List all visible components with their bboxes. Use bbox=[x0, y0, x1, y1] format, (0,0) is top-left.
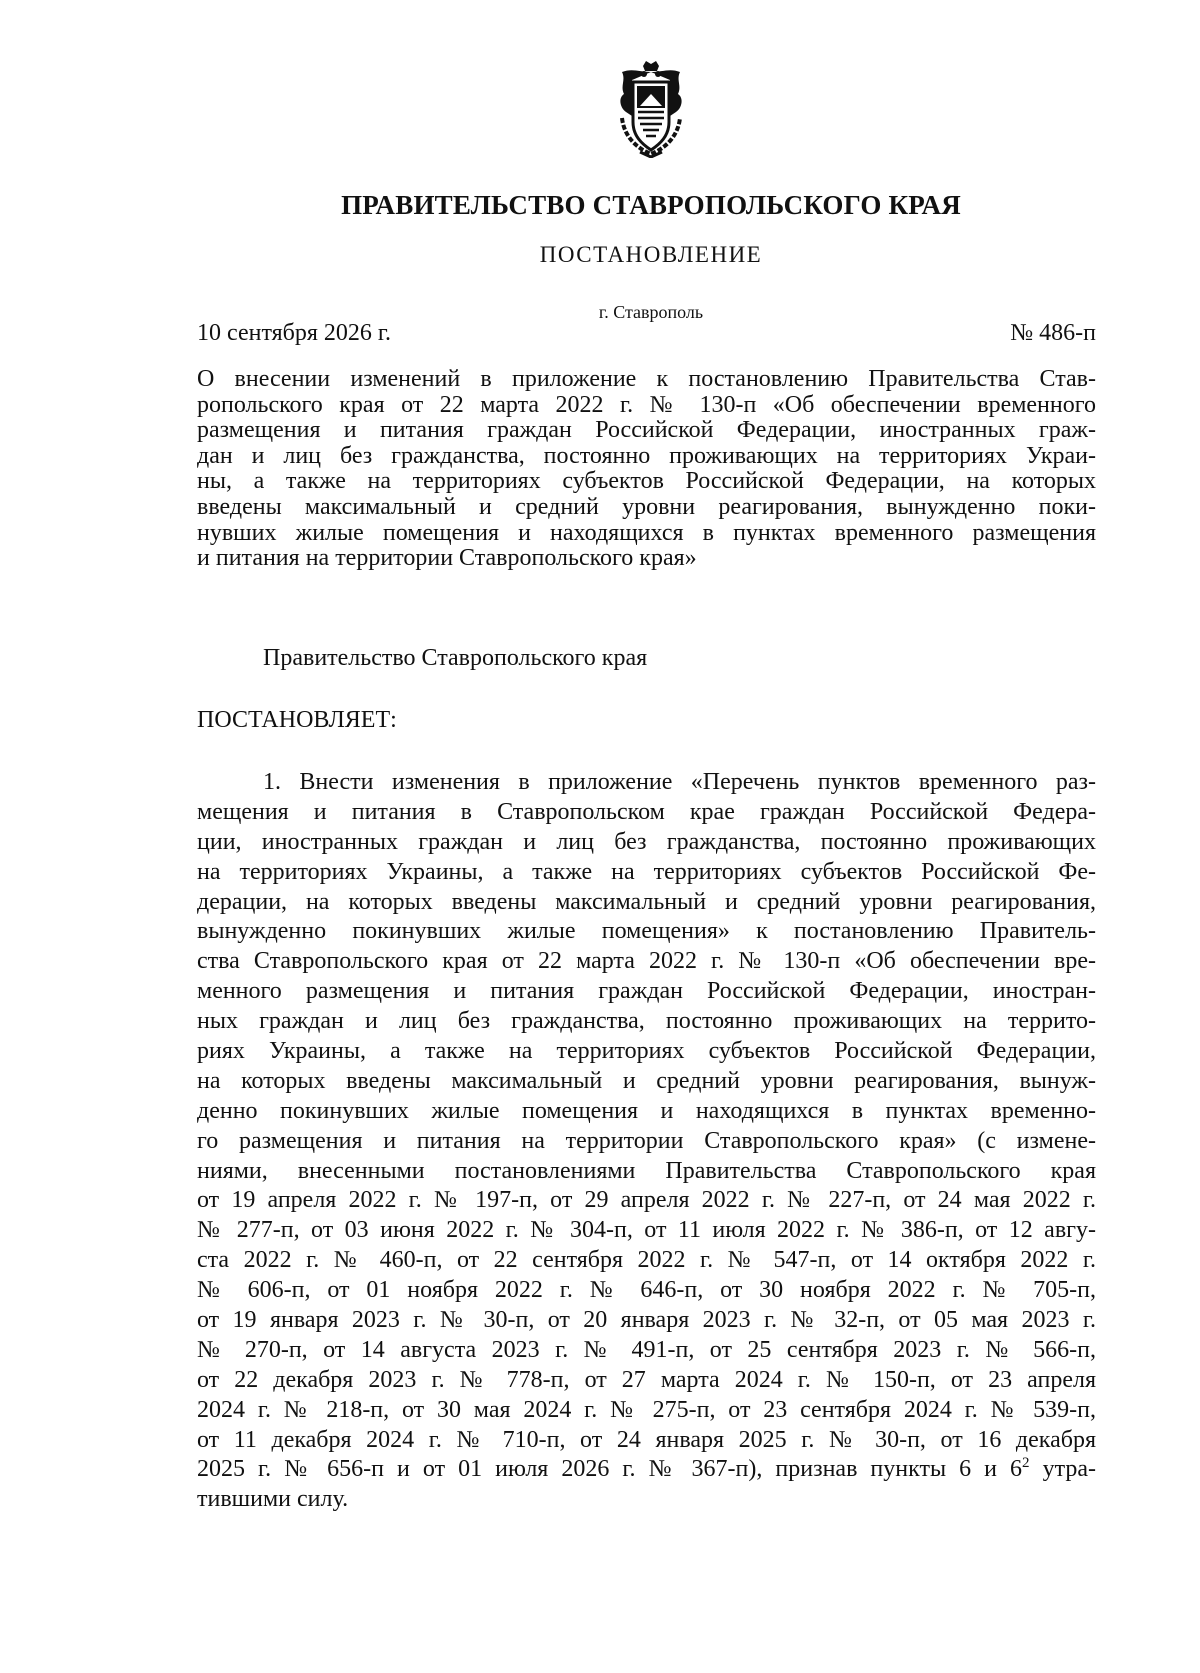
paragraph-line: 2024 г. № 218-п, от 30 мая 2024 г. № 275-п, от 23 сентября 2024 г. № 539-п, bbox=[197, 1396, 1096, 1423]
paragraph-line: от 19 апреля 2022 г. № 197-п, от 29 апреля 2022 г. № 227-п, от 24 мая 2022 г. bbox=[197, 1187, 1096, 1214]
document-subject bbox=[197, 367, 1096, 572]
paragraph-line: № 277-п, от 03 июня 2022 г. № 304-п, от 11 июля 2022 г. № 386-п, от 12 авгу- bbox=[197, 1217, 1096, 1244]
paragraph-line: ства Ставропольского края от 22 марта 2022 г. № 130-п «Об обеспечении вре- bbox=[197, 948, 1096, 975]
paragraph-1 bbox=[197, 768, 1096, 1515]
paragraph-line: № 270-п, от 14 августа 2023 г. № 491-п, от 25 сентября 2023 г. № 566-п, bbox=[197, 1336, 1096, 1363]
paragraph-line: вынужденно покинувших жилые помещения» к постановлению Правитель- bbox=[197, 918, 1096, 945]
paragraph-line: на которых введены максимальный и средний уровни реагирования, вынуж- bbox=[197, 1067, 1096, 1094]
subject-line: ны, а также на территориях субъектов Российской Федерации, на которых bbox=[197, 469, 1096, 495]
paragraph-line: от 19 января 2023 г. № 30-п, от 20 января 2023 г. № 32-п, от 05 мая 2023 г. bbox=[197, 1307, 1096, 1334]
paragraph-line: мещения и питания в Ставропольском крае граждан Российской Федера- bbox=[197, 798, 1096, 825]
subject-line: и питания на территории Ставропольского края» bbox=[197, 546, 697, 572]
paragraph-line: ции, иностранных граждан и лиц без гражданства, постоянно проживающих bbox=[197, 828, 1096, 855]
paragraph-line: дерации, на которых введены максимальный и средний уровни реагирования, bbox=[197, 888, 1096, 915]
city-label: г. Ставрополь bbox=[598, 302, 704, 322]
document-number: № 486-п bbox=[1010, 320, 1096, 346]
subject-line: введены максимальный и средний уровни реагирования, вынужденно поки- bbox=[197, 494, 1096, 520]
paragraph-line: ниями, внесенными постановлениями Правительства Ставропольского края bbox=[197, 1157, 1096, 1184]
coat-of-arms-icon bbox=[610, 60, 692, 158]
document-type: ПОСТАНОВЛЕНИЕ bbox=[539, 242, 763, 267]
resolves-heading: ПОСТАНОВЛЯЕТ: bbox=[197, 707, 397, 733]
paragraph-line: риях Украины, а также на территориях субъектов Российской Федерации, bbox=[197, 1038, 1096, 1065]
government-name: Правительство Ставропольского края bbox=[263, 645, 648, 671]
paragraph-line: № 606-п, от 01 ноября 2022 г. № 646-п, от 30 ноября 2022 г. № 705-п, bbox=[197, 1277, 1096, 1304]
paragraph-line: денно покинувших жилые помещения и находящихся в пунктах временно- bbox=[197, 1097, 1096, 1124]
government-title: ПРАВИТЕЛЬСТВО СТАВРОПОЛЬСКОГО КРАЯ bbox=[341, 190, 961, 220]
subject-line: О внесении изменений в приложение к постановлению Правительства Став- bbox=[197, 367, 1096, 392]
paragraph-line: 2025 г. № 656-п и от 01 июля 2026 г. № 367-п), признав пункты 6 и $6^2$ утра- bbox=[197, 1455, 1096, 1483]
superscript: 2 bbox=[1022, 1455, 1030, 1472]
paragraph-line: 1. Внести изменения в приложение «Перечень пунктов временного раз- bbox=[263, 769, 1096, 795]
subject-line: дан и лиц без гражданства, постоянно проживающих на территориях Украи- bbox=[197, 443, 1096, 469]
paragraph-line: от 22 декабря 2023 г. № 778-п, от 27 марта 2024 г. № 150-п, от 23 апреля bbox=[197, 1366, 1096, 1393]
document-date: 10 сентября 2026 г. bbox=[197, 320, 392, 346]
subject-line: ропольского края от 22 марта 2022 г. № 130-п «Об обеспечении временного bbox=[197, 392, 1096, 418]
paragraph-line: от 11 декабря 2024 г. № 710-п, от 24 января 2025 г. № 30-п, от 16 декабря bbox=[197, 1426, 1096, 1453]
paragraph-line: го размещения и питания на территории Ставропольского края» (с измене- bbox=[197, 1127, 1096, 1154]
paragraph-line: ных граждан и лиц без гражданства, постоянно проживающих на террито- bbox=[197, 1008, 1096, 1035]
paragraph-line: ста 2022 г. № 460-п, от 22 сентября 2022 г. № 547-п, от 14 октября 2022 г. bbox=[197, 1247, 1096, 1274]
subject-line: нувших жилые помещения и находящихся в пунктах временного размещения bbox=[197, 520, 1096, 546]
paragraph-line: менного размещения и питания граждан Российской Федерации, иностран- bbox=[197, 978, 1096, 1005]
paragraph-line: тившими силу. bbox=[197, 1486, 349, 1513]
paragraph-line: на территориях Украины, а также на территориях субъектов Российской Фе- bbox=[197, 858, 1096, 885]
subject-line: размещения и питания граждан Российской Федерации, иностранных граж- bbox=[197, 418, 1096, 444]
